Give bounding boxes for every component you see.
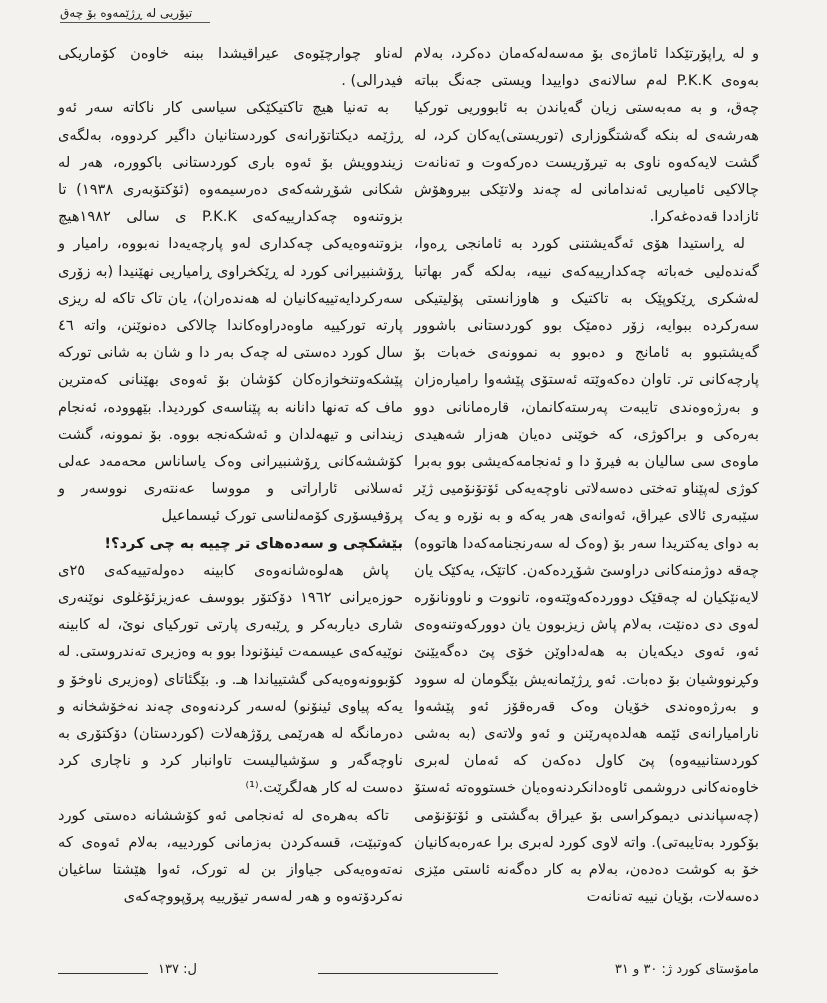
- page-number: ل: ١٣٧: [158, 962, 197, 977]
- paragraph: و لە ڕاپۆرتێکدا ئاماژەی بۆ مەسەلەکەمان دەکرد، بەلام بەوەی P.K.K لەم سالانەی دواییدا ویستی جەنگ بباتە چەق، و بە مەبەستی زیان گەیاندن بە ئابووریی تورکیا هەرشەی لە بنکە گەشتگوزاری (توریستی)یەکان کرد، لە گشت لایەکەوە ناوی بە تیرۆریست دەرکەوت و تەنانەت چالاکیی ئامیاریی ئەندامانی لە چەند ولاتێکی بیروهۆش ئازاددا قەدەغەکرا.: [414, 45, 759, 226]
- right-column: [414, 40, 759, 911]
- bold-question: بێشکچی و سەدەهای تر چییە بە چی کرد؟!: [104, 534, 403, 552]
- left-column: [58, 40, 403, 911]
- footer-rule: [318, 973, 498, 974]
- journal-name: مامۆستای کورد ژ: ٣٠ و ٣١: [614, 962, 759, 977]
- paragraph: تاکە بەهرەی لە ئەنجامی ئەو کۆششانە دەستی کورد کەوتبێت، قسەکردن بەزمانی کوردییە، بەلام ئەوەی کە نەتەوەیەکی جیاواز بن لە تورک، ئەوا هێشتا ساغیان نەکردۆتەوە و هەر لەسەر تیۆرییە پرۆپووچەکەی: [58, 806, 403, 906]
- paragraph: لە ڕاستیدا هۆی ئەگەیشتنی کورد بە ئامانجی ڕەوا، گەندەلیی خەباتە چەکدارییەکەی نییە، بەلکە گەر بهاتبا لەشکری ڕێکوپێک بە تاکتیک و هاوزانستی پۆلیتیکی سەرکردە ببوایە، زۆر دەمێک بوو کوردستانی باشوور گەیشتبوو بە ئامانج و دەبوو بە نموونەی خەبات بۆ پارچەکانی تر. تاوان دەکەوێتە ئەستۆی پێشەوا رامیارەزان و بەرژەوەندی تایبەت پەرستەکانمان، قارەمانانی دوو بەرەکی و براکوژی، کە خوێنی دەیان هەزار شەهیدی ماوەی سی سالیان بە فیرۆ دا و ئەنجامەکەیشی بوو بەبرا کوژی لەپێناو تەختی دەسەلاتی ناوچەیەکی ئۆتۆنۆمیی ژێر سێبەری ئالای عیراق، ئەوانەی هەر یەکە و بە نۆرە و یەک بە دوای یەکتریدا سەر بۆ (وەک لە سەرنجنامەکەدا هاتووە) چەقە دوژمنەکانی دراوسێ شۆڕدەکەن. کاتێک، یەکێک یان لایەنێکیان لە چەقێک دووردەکەوێتەوە، تانووت و ناوونانۆرە لەوی دی دەنێت، بەلام پاش زیزبوون یان دوورکەوتنەوەی ئەو، ئەوی دیکەیان بە هەلەداوێن خۆی پێ دەگەیێنێ وکڕنووشیان بۆ دەبات. ئەو ڕژێمانەیش بێگومان لە سوود و بەرژەوەندی خۆیان وەک قەرەقۆز ئەو پێشەوا نارامیارانەی ئێمە هەلدەپەرێنن و ئەو ولاتەی (بە بەشی کوردستانییەوە) پێ کاول دەکەن کە ئەمان لەبری خاوەنەکانی دروشمی ئاوەدانکردنەوەیان خستووەتە ئەستۆ (چەسپاندنی دیموکراسی بۆ عیراق بەگشتی و ئۆتۆنۆمی بۆکورد بەتایبەتی). واتە لاوی کورد لەبری برا عەرەبەکانیان خۆ بە کوشت دەدەن، بەلام بە کار دەگەنە ئاستی مێزی دەسەلات، بۆیان نییە تەنانەت: [414, 235, 759, 906]
- running-title: تیۆریی لە ڕژێمەوە بۆ چەق: [60, 6, 210, 23]
- paragraph: لەناو چوارچێوەی عیراقیشدا ببنە خاوەن کۆماریکی فیدرالی) .: [58, 45, 403, 90]
- paragraph: بە تەنیا هیچ تاکتیکێکی سیاسی کار ناکاتە سەر ئەو ڕژێمە دیکتاتۆرانەی کوردستانیان داگیر کردووە، بەلگەی زیندوویش بۆ ئەوە باری کوردستانی باکوورە، هەر لە شکانی شۆڕشەکەی دەرسیمەوە (ئۆکتۆبەری ١٩٣٨) تا بزوتنەوە چەکدارییەکەی P.K.K ی سالی ١٩٨٢هیچ بزوتنەوەیەکی چەکداری لەو پارچەیەدا نەبووە، رامیار و ڕۆشنبیرانی کورد لە ڕێکخراوی ڕامیاریی نهێنیدا (بە زۆری سەرکردایەتییەکانیان لە هەندەران)، یان تاک تاکە لە ریزی پارتە تورکییە ماوەدراوەکاندا چالاکی دەنوێنن، واتە ٤٦ سال کورد دەستی لە چەک بەر دا و شان بە شانی تورکە پێشکەوتنخوازەکان کۆشان بۆ ئەوەی بهێنانی کەمترین ماف کە تەنها دانانە بە پێناسەی کوردیدا. بێهوودە، ئەنجام زیندانی و تیهەلدان و ئەشکەنجە بووە. بۆ نموونە، گشت کۆششەکانی ڕۆشنبیرانی وەک یاساناس محەمەد عەلی ئەسلانی ئاراراتی و مووسا عەنتەری نووسەر و پرۆفیسۆری کۆمەلناسی تورک ئیسماعیل: [58, 99, 404, 525]
- footer-rule: [58, 973, 148, 974]
- paragraph: پاش هەلوەشانەوەی کابینە دەولەتییەکەی ٢٥ی حوزەیرانی ١٩٦٢ دۆکتۆر بووسف عەزیزئۆغلوی نوێنەری شاری دیاربەکر و ڕێبەری پارتی تورکیای نوێ، لە کابینە نوێیەکەی عیسمەت ئینۆنودا بوو بە وەزیری تەندروستی. لە کۆبوونەوەیەکی گشتییاندا هـ. و. بێگئاتای (وەزیری ناوخۆ و یەکە پیاوی ئینۆنو) لەسەر کردنەوەی چەند نەخۆشخانە و دەرمانگە لە هەرێمی ڕۆژهەلات (کوردستان) دۆکتۆری بە ناوچەگەر و سۆشیالیست تاوانبار کرد و ناچاری کرد دەست لە کار هەلگرێت.⁽¹⁾: [58, 561, 403, 797]
- page-footer: [58, 962, 759, 984]
